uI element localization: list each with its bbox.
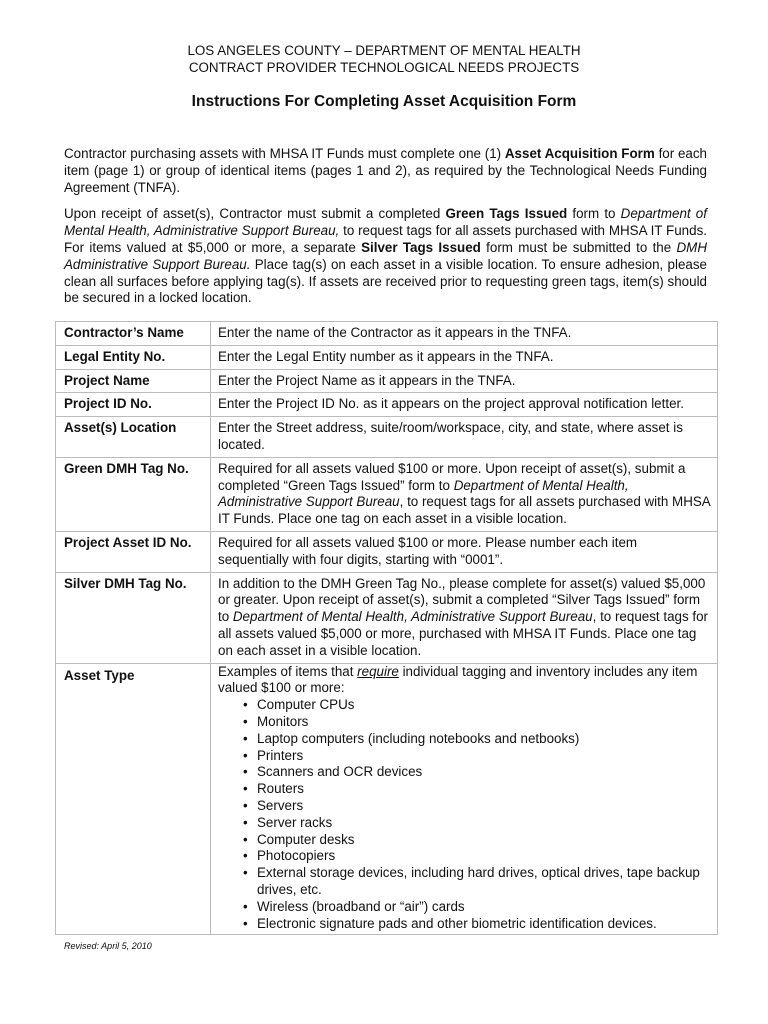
page-title: Instructions For Completing Asset Acquisition Form <box>191 93 577 110</box>
text: form must be submitted to the <box>480 239 677 255</box>
row-label: Project Asset ID No. <box>56 531 211 572</box>
row-text <box>211 457 718 531</box>
header-line-1: LOS ANGELES COUNTY – DEPARTMENT OF MENTAL HEALTH <box>187 43 581 58</box>
table-row <box>56 417 718 458</box>
row-text: Required for all assets valued $100 or more. Please number each item sequentially with four digits, starting with “0001”. <box>211 531 718 572</box>
row-label: Contractor’s Name <box>56 322 211 346</box>
asset-type-list <box>218 697 711 932</box>
text: to request tags for all assets purchased with MHSA IT Funds. For items valued at $5,000 or more, a separate <box>64 223 707 255</box>
text: Contractor purchasing assets with MHSA IT Funds must complete one (1) <box>64 146 505 162</box>
header-line-2: CONTRACT PROVIDER TECHNOLOGICAL NEEDS PROJECTS <box>188 60 580 75</box>
list-item: • Photocopiers <box>257 848 711 865</box>
bold-text: Silver Tags Issued <box>361 239 481 255</box>
list-item: • Laptop computers (including notebooks and netbooks) <box>257 731 711 748</box>
list-item: • Server racks <box>257 815 711 832</box>
table-row <box>56 369 718 393</box>
row-text: Enter the Project ID No. as it appears on the project approval notification letter. <box>211 393 718 417</box>
list-item: • Computer CPUs <box>257 697 711 714</box>
list-item: • Routers <box>257 781 711 798</box>
text: Required for all assets valued $100 or more. Upon receipt of asset(s), submit a completed “Green Tags Issued” form to <box>218 460 686 493</box>
table-row <box>56 572 718 663</box>
list-item: • Scanners and OCR devices <box>257 764 711 781</box>
instructions-table <box>55 321 718 935</box>
text: Upon receipt of asset(s), Contractor must submit a completed <box>64 206 446 222</box>
italic-text: Department of Mental Health, Administrative Support Bureau <box>218 477 629 510</box>
italic-text: Department of Mental Health, Administrative Support Bureau <box>232 609 593 625</box>
row-text <box>211 572 718 663</box>
intro-paragraph-2 <box>64 206 707 307</box>
bold-text: Asset Acquisition Form <box>504 146 655 162</box>
table-row <box>56 457 718 531</box>
list-item: • Servers <box>257 798 711 815</box>
row-text: Enter the name of the Contractor as it appears in the TNFA. <box>211 322 718 346</box>
table-row <box>56 663 718 935</box>
text: , to request tags for all assets purchased with MHSA IT Funds. Place one tag on each asset in a visible location. <box>218 494 710 527</box>
list-item: • Monitors <box>257 714 711 731</box>
row-text: Enter the Project Name as it appears in the TNFA. <box>211 369 718 393</box>
row-text: Enter the Legal Entity number as it appears in the TNFA. <box>211 345 718 369</box>
bold-text: Green Tags Issued <box>445 206 568 222</box>
row-label: Project Name <box>56 369 211 393</box>
list-item: • Wireless (broadband or “air”) cards <box>257 899 711 916</box>
row-label: Project ID No. <box>56 393 211 417</box>
row-label: Legal Entity No. <box>56 345 211 369</box>
list-item: • Electronic signature pads and other biometric identification devices. <box>257 916 711 933</box>
list-item: • Computer desks <box>257 832 711 849</box>
text: individual tagging and inventory includes any item valued $100 or more: <box>218 663 698 696</box>
list-item: • Printers <box>257 748 711 765</box>
text: Examples of items that <box>218 663 358 679</box>
row-label: Green DMH Tag No. <box>56 457 211 531</box>
row-label: Silver DMH Tag No. <box>56 572 211 663</box>
row-label: Asset Type <box>56 663 211 935</box>
table-row <box>56 393 718 417</box>
row-text <box>211 663 718 935</box>
intro-paragraph-1 <box>64 146 707 196</box>
text: for each item (page 1) or group of identical items (pages 1 and 2), as required by the Technological Needs Funding Agreement (TNFA). <box>64 146 708 195</box>
text: In addition to the DMH Green Tag No., please complete for asset(s) valued $5,000 or greater. Upon receipt of asset(s), submit a completed “Silver Tags Issued” form to <box>218 575 706 625</box>
revised-date: Revised: April 5, 2010 <box>64 941 152 951</box>
underlined-italic-text: require <box>357 663 399 679</box>
table-row <box>56 531 718 572</box>
list-item: • External storage devices, including hard drives, optical drives, tape backup drives, etc. <box>257 865 711 899</box>
italic-text: Department of Mental Health, Administrative Support Bureau, <box>64 206 707 239</box>
text: form to <box>567 206 621 222</box>
table-row <box>56 322 718 346</box>
text: , to request tags for all assets valued $5,000 or more, purchased with MHSA IT Funds. Place one tag on each asset in a visible location. <box>218 609 709 658</box>
row-text: Enter the Street address, suite/room/workspace, city, and state, where asset is located. <box>211 417 718 458</box>
table-row <box>56 345 718 369</box>
text: Place tag(s) on each asset in a visible location. To ensure adhesion, please clean all surfaces before applying tag(s). If assets are received prior to requesting green tags, item(s) should be secured in a locked location. <box>64 256 707 306</box>
italic-text: DMH Administrative Support Bureau. <box>64 239 707 272</box>
row-label: Asset(s) Location <box>56 417 211 458</box>
